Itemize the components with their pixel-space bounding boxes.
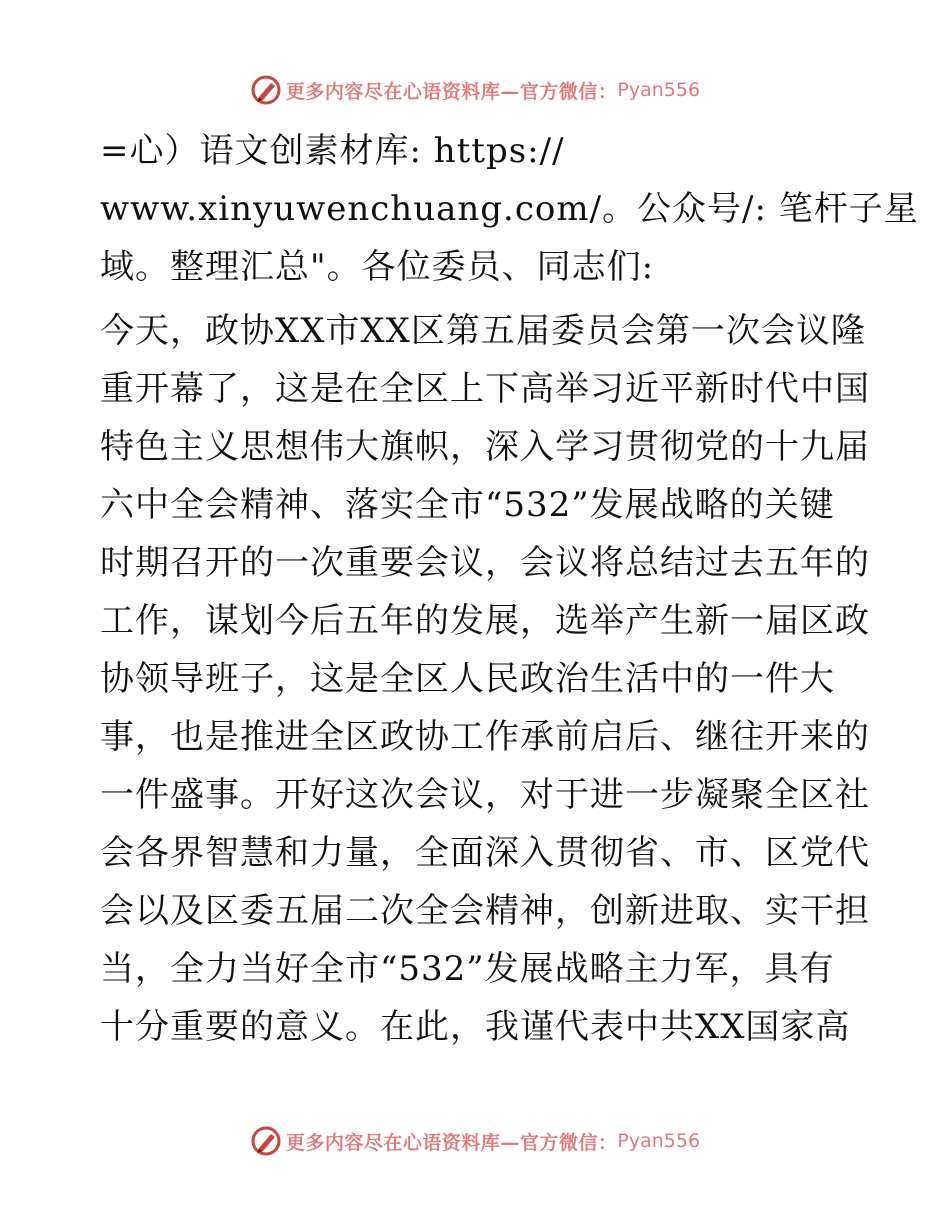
text-line: 今天，政协XX市XX区第五届委员会第一次会议隆: [100, 311, 866, 351]
text-line: 六中全会精神、落实全市“532”发展战略的关键: [100, 485, 835, 525]
banner-wechat-id: Pyan556: [617, 1130, 701, 1152]
text-line: 工作，谋划今后五年的发展，选举产生新一届区政: [100, 601, 870, 641]
text-line: 十分重要的意义。在此，我谨代表中共XX国家高: [100, 1007, 851, 1047]
pen-logo-icon: [250, 74, 282, 106]
document-body: [100, 122, 919, 1056]
banner-text: 更多内容尽在心语资料库—官方微信：: [285, 80, 618, 103]
text-line: 一件盛事。开好这次会议，对于进一步凝聚全区社: [100, 775, 870, 815]
text-line: 时期召开的一次重要会议，会议将总结过去五年的: [100, 543, 870, 583]
banner-text: 更多内容尽在心语资料库—官方微信：: [285, 1131, 618, 1154]
text-line: 重开幕了，这是在全区上下高举习近平新时代中国: [100, 369, 870, 409]
text-line: 特色主义思想伟大旗帜，深入学习贯彻党的十九届: [100, 427, 870, 467]
text-line: 会各界智慧和力量，全面深入贯彻省、市、区党代: [100, 833, 870, 873]
pen-logo-icon: [250, 1125, 282, 1157]
paragraph-1: [100, 122, 919, 296]
paragraph-2: [100, 302, 870, 1056]
text-line: 当，全力当好全市“532”发展战略主力军，具有: [100, 949, 835, 989]
text-line: 域。整理汇总"。各位委员、同志们:: [100, 247, 655, 287]
footer-banner: [0, 1121, 950, 1161]
text-line: www.xinyuwenchuang.com/。公众号/: 笔杆子星: [100, 189, 919, 229]
text-line: =心）语文创素材库: https://: [100, 131, 565, 171]
header-banner: [0, 70, 950, 110]
text-line: 事，也是推进全区政协工作承前启后、继往开来的: [100, 717, 870, 757]
text-line: 会以及区委五届二次全会精神，创新进取、实干担: [100, 891, 870, 931]
text-line: 协领导班子，这是全区人民政治生活中的一件大: [100, 659, 835, 699]
banner-wechat-id: Pyan556: [617, 79, 701, 101]
